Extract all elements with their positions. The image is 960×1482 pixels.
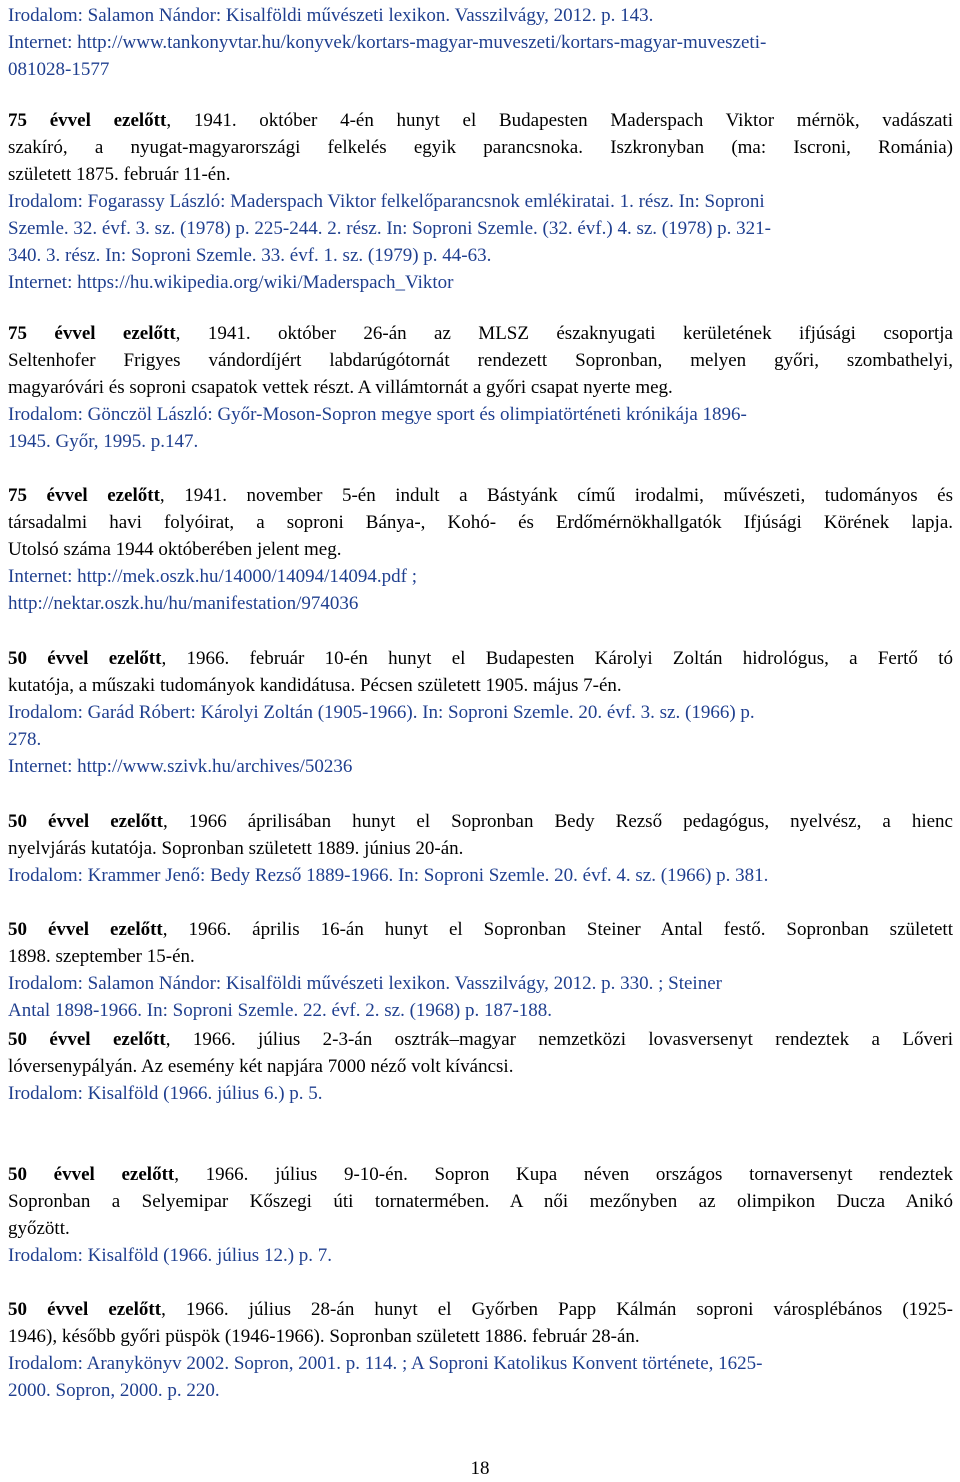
text-line — [8, 700, 755, 726]
text-line — [8, 429, 198, 455]
date-heading: 75 évvel ezelőtt — [8, 323, 176, 344]
date-heading: 50 évvel ezelőtt — [8, 1164, 175, 1185]
text-line — [8, 135, 953, 161]
body-text: , 1941. október 4-én hunyt el Budapesten Maderspach Viktor mérnök, vadászati — [166, 110, 953, 131]
text-line — [8, 998, 552, 1024]
body-text: Utolsó száma 1944 októberében jelent meg. — [8, 539, 342, 560]
body-text: szakíró, a nyugat-magyarországi felkelés egyik parancsnoka. Iszkronyban (ma: Iscroni, Románia) — [8, 137, 953, 158]
date-heading: 50 évvel ezelőtt — [8, 1299, 162, 1320]
reference-text: Antal 1898-1966. In: Soproni Szemle. 22. évf. 2. sz. (1968) p. 187-188. — [8, 1000, 553, 1021]
body-text: született 1875. február 11-én. — [8, 164, 231, 185]
text-line — [8, 3, 653, 29]
text-line — [8, 108, 953, 134]
body-text: , 1966. július 28-án hunyt el Győrben Papp Kálmán soproni városplébános (1925- — [161, 1299, 953, 1320]
text-line — [8, 1162, 953, 1188]
date-heading: 75 évvel ezelőtt — [8, 110, 167, 131]
reference-text: Irodalom: Krammer Jenő: Bedy Rezső 1889-1966. In: Soproni Szemle. 20. évf. 4. sz. (1966) p. 381. — [8, 865, 769, 886]
body-text: Seltenhofer Frigyes vándordíjért labdarúgótornát rendezett Sopronban, melyen győri, szombathelyi, — [8, 350, 953, 371]
text-line — [8, 564, 417, 590]
date-heading: 50 évvel ezelőtt — [8, 1029, 166, 1050]
reference-link[interactable]: 081028-1577 — [8, 59, 110, 80]
text-line — [8, 537, 341, 563]
text-line — [8, 321, 953, 347]
text-line — [8, 270, 453, 296]
text-line — [8, 754, 352, 780]
text-line — [8, 1351, 762, 1377]
text-line — [8, 1189, 953, 1215]
body-text: Sopronban a Selyemipar Kőszegi úti tornatermében. A női mezőnyben az olimpikon Ducza Anikó — [8, 1191, 953, 1212]
text-line — [8, 917, 953, 943]
text-line — [8, 836, 463, 862]
text-line — [8, 483, 953, 509]
reference-text: Irodalom: Salamon Nándor: Kisalföldi művészeti lexikon. Vasszilvágy, 2012. p. 330. ; Steiner — [8, 973, 722, 994]
reference-link[interactable]: http://nektar.oszk.hu/hu/manifestation/974036 — [8, 593, 359, 614]
reference-link[interactable]: Internet: http://www.tankonyvtar.hu/konyvek/kortars-magyar-muveszeti/kortars-magyar-muveszeti- — [8, 32, 767, 53]
text-line — [8, 189, 765, 215]
text-line — [8, 1081, 323, 1107]
body-text: , 1966. február 10-én hunyt el Budapesten Károlyi Zoltán hidrológus, a Fertő tó — [161, 648, 953, 669]
text-line — [8, 727, 41, 753]
reference-text: Szemle. 32. évf. 3. sz. (1978) p. 225-244. 2. rész. In: Soproni Szemle. (32. évf.) 4. sz. (1978) p. 321- — [8, 218, 772, 239]
text-line — [8, 375, 673, 401]
body-text: , 1966. július 2-3-án osztrák–magyar nemzetközi lovasversenyt rendeztek a Lőveri — [165, 1029, 953, 1050]
body-text: győzött. — [8, 1218, 70, 1239]
text-line — [8, 1054, 513, 1080]
text-line — [8, 162, 230, 188]
reference-link[interactable]: Internet: http://mek.oszk.hu/14000/14094/14094.pdf ; — [8, 566, 417, 587]
body-text: , 1966. július 9-10-én. Sopron Kupa néven országos tornaversenyt rendeztek — [174, 1164, 953, 1185]
reference-text: 340. 3. rész. In: Soproni Szemle. 33. évf. 1. sz. (1979) p. 44-63. — [8, 245, 492, 266]
body-text: társadalmi havi folyóirat, a soproni Bánya-, Kohó- és Erdőmérnökhallgatók Ifjúsági Körének lapja. — [8, 512, 953, 533]
body-text: lóversenypályán. Az esemény két napjára 7000 néző volt kíváncsi. — [8, 1056, 514, 1077]
body-text: kutatója, a műszaki tudományok kandidátusa. Pécsen született 1905. május 7-én. — [8, 675, 622, 696]
text-line — [8, 591, 358, 617]
date-heading: 50 évvel ezelőtt — [8, 919, 163, 940]
body-text: , 1966. április 16-án hunyt el Sopronban Steiner Antal festő. Sopronban született — [162, 919, 953, 940]
text-line — [8, 673, 622, 699]
body-text: 1946), később győri püspök (1946-1966). Sopronban született 1886. február 28-án. — [8, 1326, 640, 1347]
text-line — [8, 1297, 953, 1323]
text-line — [8, 1378, 220, 1404]
body-text: 1898. szeptember 15-én. — [8, 946, 195, 967]
text-line — [8, 1216, 70, 1242]
body-text: , 1941. október 26-án az MLSZ északnyugati kerületének ifjúsági csoportja — [175, 323, 953, 344]
reference-text: Irodalom: Kisalföld (1966. július 6.) p. 5. — [8, 1083, 323, 1104]
reference-text: 1945. Győr, 1995. p.147. — [8, 431, 199, 452]
text-line — [8, 57, 109, 83]
text-line — [8, 1243, 332, 1269]
text-line — [8, 216, 771, 242]
text-line — [8, 944, 195, 970]
reference-link[interactable]: Internet: http://www.szivk.hu/archives/50236 — [8, 756, 353, 777]
body-text: , 1941. november 5-én indult a Bástyánk című irodalmi, művészeti, tudományos és — [159, 485, 953, 506]
reference-text: 278. — [8, 729, 42, 750]
text-line — [8, 243, 491, 269]
text-line — [8, 402, 747, 428]
page-number: 18 — [470, 1458, 490, 1479]
reference-text: Irodalom: Garád Róbert: Károlyi Zoltán (1905-1966). In: Soproni Szemle. 20. évf. 3. sz. (1966) p. — [8, 702, 755, 723]
body-text: magyaróvári és soproni csapatok vettek részt. A villámtornát a győri csapat nyerte meg. — [8, 377, 673, 398]
date-heading: 50 évvel ezelőtt — [8, 648, 162, 669]
date-heading: 75 évvel ezelőtt — [8, 485, 160, 506]
text-line — [8, 30, 766, 56]
text-line — [8, 971, 722, 997]
reference-text: Irodalom: Salamon Nándor: Kisalföldi művészeti lexikon. Vasszilvágy, 2012. p. 143. — [8, 5, 654, 26]
reference-text: Irodalom: Fogarassy László: Maderspach Viktor felkelőparancsnok emlékiratai. 1. rész. In: Soproni — [8, 191, 765, 212]
text-line — [8, 1027, 953, 1053]
text-line — [8, 809, 953, 835]
text-line — [8, 863, 768, 889]
date-heading: 50 évvel ezelőtt — [8, 811, 163, 832]
text-line — [8, 1324, 640, 1350]
reference-link[interactable]: Internet: https://hu.wikipedia.org/wiki/Maderspach_Viktor — [8, 272, 454, 293]
text-line — [8, 510, 953, 536]
text-line — [8, 348, 953, 374]
reference-text: 2000. Sopron, 2000. p. 220. — [8, 1380, 220, 1401]
text-line — [8, 646, 953, 672]
body-text: nyelvjárás kutatója. Sopronban született 1889. június 20-án. — [8, 838, 464, 859]
body-text: , 1966 áprilisában hunyt el Sopronban Bedy Rezső pedagógus, nyelvész, a hienc — [162, 811, 953, 832]
reference-text: Irodalom: Aranykönyv 2002. Sopron, 2001. p. 114. ; A Soproni Katolikus Konvent története, 1625- — [8, 1353, 763, 1374]
reference-text: Irodalom: Gönczöl László: Győr-Moson-Sopron megye sport és olimpiatörténeti krónikája 1896- — [8, 404, 747, 425]
reference-text: Irodalom: Kisalföld (1966. július 12.) p. 7. — [8, 1245, 333, 1266]
